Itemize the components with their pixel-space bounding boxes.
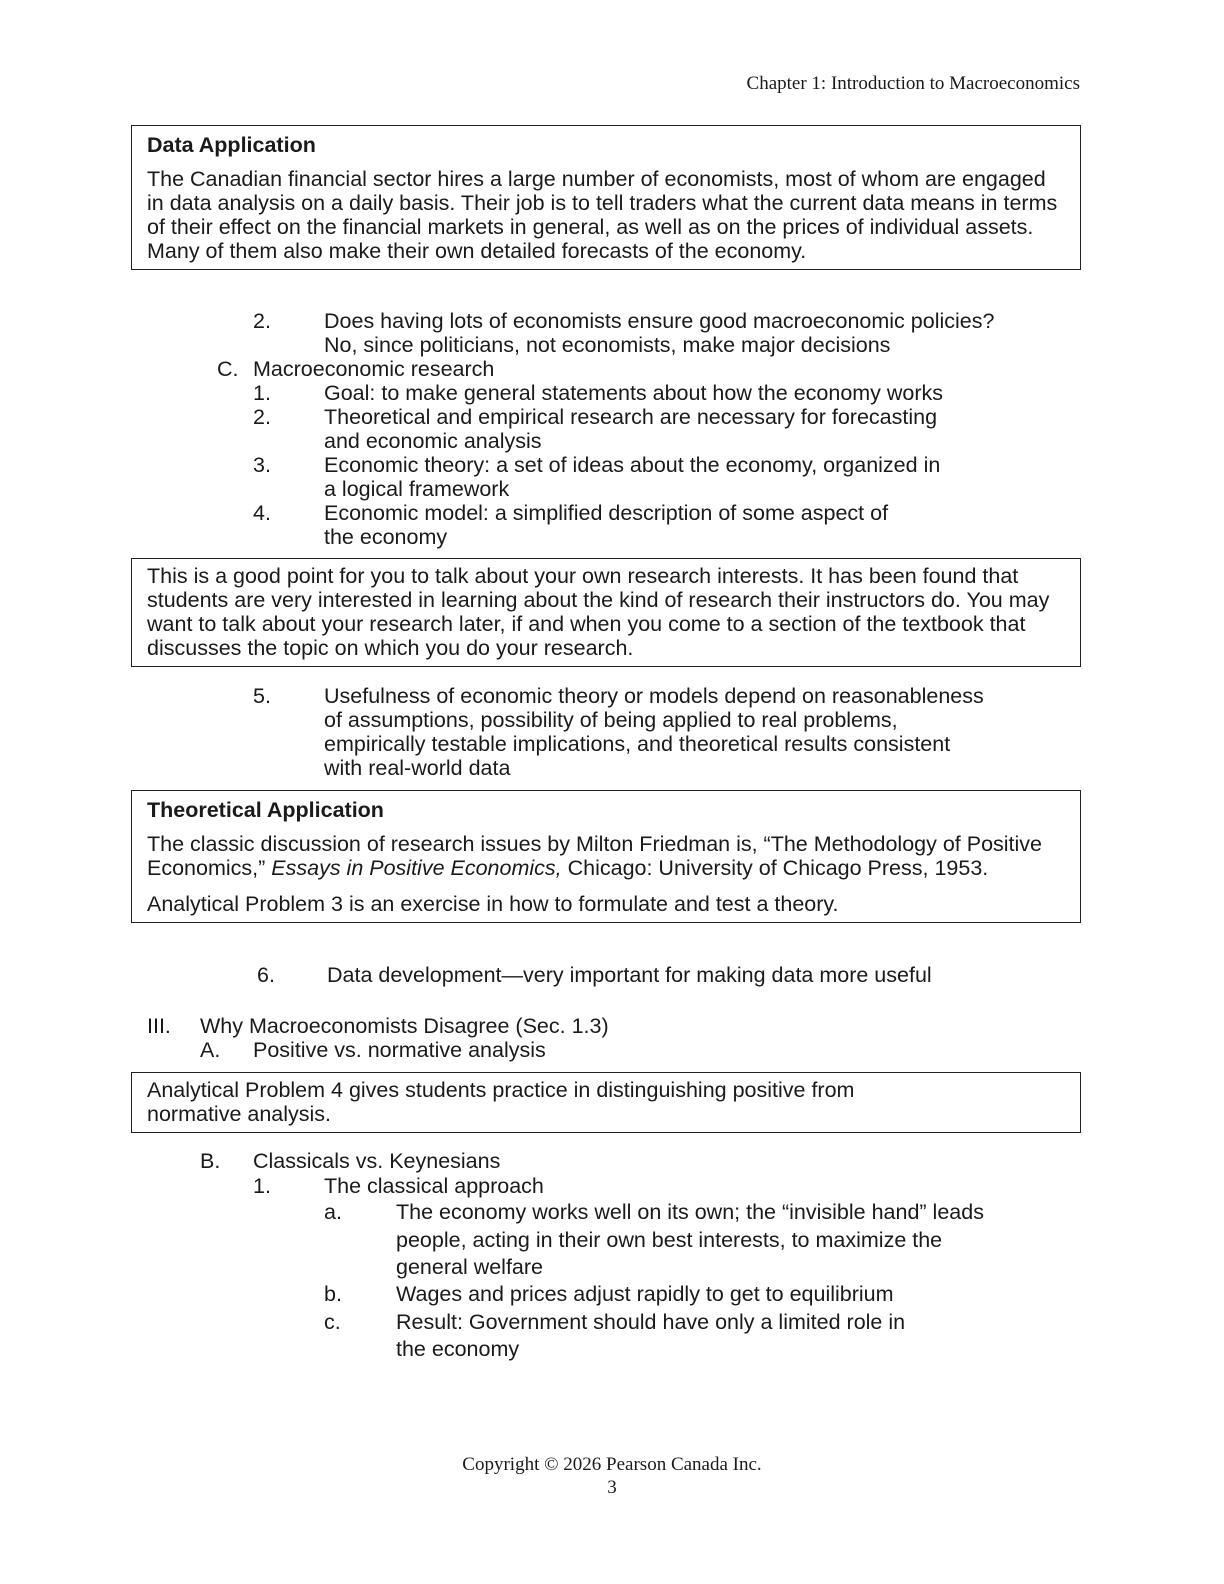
list-item-text: people, acting in their own best interests, to maximize the — [396, 1228, 943, 1252]
list-item-text: The economy works well on its own; the “invisible hand” leads — [396, 1200, 984, 1224]
book-title: Essays in Positive Economics, — [271, 856, 562, 880]
list-marker: c. — [324, 1310, 341, 1334]
list-marker: a. — [324, 1200, 342, 1224]
problem-4-box — [131, 1072, 1081, 1133]
box-text — [147, 832, 1065, 880]
list-item-text: Positive vs. normative analysis — [253, 1038, 546, 1062]
list-marker: 5. — [253, 684, 271, 708]
research-note-box — [131, 558, 1081, 667]
list-item-text: Result: Government should have only a limited role in — [396, 1310, 906, 1334]
theoretical-application-box — [131, 790, 1081, 923]
list-item-text: general welfare — [396, 1255, 544, 1279]
citation-text: Chicago: University of Chicago Press, 1953. — [561, 856, 989, 880]
list-marker: 2. — [253, 309, 271, 333]
list-item-text: with real-world data — [324, 756, 511, 780]
page-number: 3 — [607, 1477, 617, 1498]
list-item-text: Economic model: a simplified description of some aspect of — [324, 501, 889, 525]
list-item-text: No, since politicians, not economists, make major decisions — [324, 333, 891, 357]
list-item-text: of assumptions, possibility of being applied to real problems, — [324, 708, 898, 732]
copyright-footer: Copyright © 2026 Pearson Canada Inc. — [462, 1454, 762, 1475]
list-item-text: Goal: to make general statements about how the economy works — [324, 381, 944, 405]
list-item-text: Usefulness of economic theory or models depend on reasonableness — [324, 684, 984, 708]
list-marker: b. — [324, 1282, 342, 1306]
box-text: This is a good point for you to talk about your own research interests. It has been found that students are very interested in learning about the kind of research their instructors do. You may want to talk about your research later, if and when you come to a section of the textbook that discusses the topic on which you do your research. — [147, 564, 1050, 660]
list-marker: 2. — [253, 405, 271, 429]
running-header: Chapter 1: Introduction to Macroeconomics — [746, 73, 1080, 94]
list-marker: C. — [217, 357, 239, 381]
box-text: Analytical Problem 3 is an exercise in how to formulate and test a theory. — [147, 892, 839, 916]
list-item-text: Data development—very important for making data more useful — [327, 963, 932, 987]
box-title: Theoretical Application — [147, 798, 384, 822]
list-marker: B. — [200, 1149, 221, 1173]
list-item-text: Wages and prices adjust rapidly to get to equilibrium — [396, 1282, 894, 1306]
list-item-text: The classical approach — [324, 1174, 544, 1198]
box-text: Analytical Problem 4 gives students practice in distinguishing positive from normative analysis. — [147, 1078, 855, 1126]
list-marker: A. — [200, 1038, 221, 1062]
box-title: Data Application — [147, 133, 316, 157]
list-item-text: empirically testable implications, and theoretical results consistent — [324, 732, 951, 756]
box-text: The Canadian financial sector hires a large number of economists, most of whom are engaged in data analysis on a daily basis. Their job is to tell traders what the current data means in terms of their effect on the financial markets in general, as well as on the prices of individual assets. Many of them also make their own detailed forecasts of the economy. — [147, 167, 1058, 263]
list-item-text: Does having lots of economists ensure good macroeconomic policies? — [324, 309, 995, 333]
citation-text: The classic discussion of research issues by Milton Friedman is, “The Methodology of Positive Economics,” — [147, 832, 1043, 880]
data-application-box — [131, 125, 1081, 270]
list-item-text: and economic analysis — [324, 429, 542, 453]
list-marker: 1. — [253, 381, 271, 405]
list-item-text: Macroeconomic research — [253, 357, 495, 381]
list-marker: 3. — [253, 453, 271, 477]
list-marker: 1. — [253, 1174, 271, 1198]
list-item-text: Classicals vs. Keynesians — [253, 1149, 501, 1173]
list-marker: III. — [147, 1014, 171, 1038]
list-marker: 6. — [257, 963, 275, 987]
list-marker: 4. — [253, 501, 271, 525]
list-item-text: Economic theory: a set of ideas about the economy, organized in — [324, 453, 941, 477]
list-item-text: the economy — [324, 525, 448, 549]
list-item-text: a logical framework — [324, 477, 510, 501]
section-heading: Why Macroeconomists Disagree (Sec. 1.3) — [200, 1014, 609, 1038]
list-item-text: the economy — [396, 1337, 520, 1361]
list-item-text: Theoretical and empirical research are necessary for forecasting — [324, 405, 938, 429]
